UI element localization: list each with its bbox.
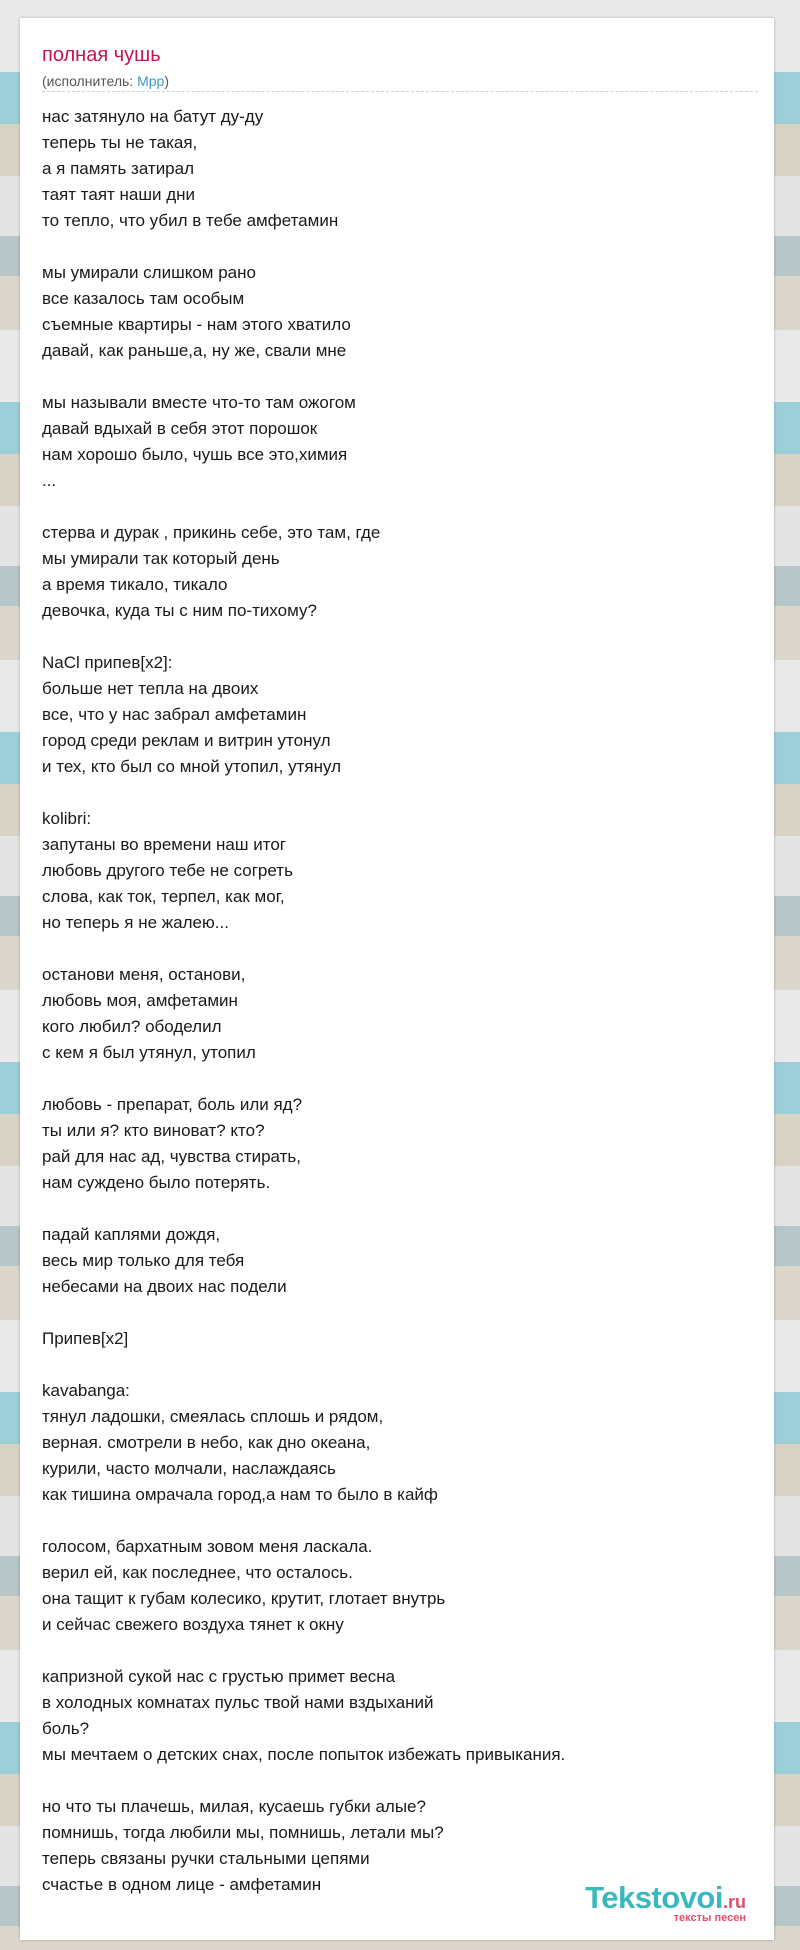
lyric-line: слова, как ток, терпел, как мог,: [42, 887, 285, 906]
lyric-line: [42, 1768, 565, 1794]
lyric-line: таят таят наши дни: [42, 185, 196, 204]
lyric-line: верная. смотрели в небо, как дно океана,: [42, 1433, 371, 1452]
lyric-line: kolibri:: [42, 809, 92, 828]
lyric-line: боль?: [42, 1719, 90, 1738]
lyric-line: нам суждено было потерять.: [42, 1173, 271, 1192]
lyric-line: останови меня, останови,: [42, 965, 246, 984]
lyric-line: и сейчас свежего воздуха тянет к окну: [42, 1615, 344, 1634]
song-title: полная чушь: [42, 44, 161, 66]
lyric-line: ...: [42, 471, 57, 490]
lyric-line: давай, как раньше,а, ну же, свали мне: [42, 341, 347, 360]
lyric-line: [42, 624, 565, 650]
lyric-line: теперь ты не такая,: [42, 133, 198, 152]
lyric-line: больше нет тепла на двоих: [42, 679, 259, 698]
lyric-line: нас затянуло на батут ду-ду: [42, 107, 264, 126]
lyric-line: [42, 1638, 565, 1664]
lyric-line: все казалось там особым: [42, 289, 245, 308]
lyrics-text: [42, 104, 565, 1898]
lyric-line: небесами на двоих нас подели: [42, 1277, 287, 1296]
lyric-line: Припев[x2]: [42, 1329, 129, 1348]
lyric-line: но что ты плачешь, милая, кусаешь губки алые?: [42, 1797, 426, 1816]
lyric-line: [42, 1508, 565, 1534]
lyric-line: девочка, куда ты с ним по-тихому?: [42, 601, 317, 620]
lyric-line: съемные квартиры - нам этого хватило: [42, 315, 351, 334]
artist-prefix: (исполнитель:: [42, 73, 138, 89]
lyric-line: все, что у нас забрал амфетамин: [42, 705, 307, 724]
lyric-line: давай вдыхай в себя этот порошок: [42, 419, 318, 438]
lyric-line: запутаны во времени наш итог: [42, 835, 286, 854]
lyric-line: как тишина омрачала город,а нам то было в кайф: [42, 1485, 438, 1504]
logo-domain: .ru: [722, 1892, 746, 1912]
lyrics-card: [20, 18, 774, 1940]
lyric-line: любовь моя, амфетамин: [42, 991, 238, 1010]
logo-brand: Tekstovoi: [585, 1880, 723, 1915]
site-logo[interactable]: [585, 1880, 746, 1924]
lyric-line: но теперь я не жалею...: [42, 913, 229, 932]
lyric-line: [42, 1066, 565, 1092]
lyric-line: в холодных комнатах пульс твой нами вздыханий: [42, 1693, 434, 1712]
lyric-line: рай для нас ад, чувства стирать,: [42, 1147, 301, 1166]
lyric-line: мы мечтаем о детских снах, после попыток избежать привыкания.: [42, 1745, 566, 1764]
lyric-line: кого любил? ободелил: [42, 1017, 222, 1036]
lyric-line: весь мир только для тебя: [42, 1251, 245, 1270]
lyric-line: а я память затирал: [42, 159, 195, 178]
lyric-line: верил ей, как последнее, что осталось.: [42, 1563, 353, 1582]
lyric-line: мы умирали так который день: [42, 549, 280, 568]
artist-link[interactable]: Mpp: [137, 73, 165, 89]
lyric-line: капризной сукой нас с грустью примет весна: [42, 1667, 396, 1686]
lyric-line: город среди реклам и витрин утонул: [42, 731, 331, 750]
lyric-line: kavabanga:: [42, 1381, 130, 1400]
lyric-line: любовь - препарат, боль или яд?: [42, 1095, 303, 1114]
lyric-line: [42, 780, 565, 806]
lyric-line: и тех, кто был со мной утопил, утянул: [42, 757, 342, 776]
lyric-line: она тащит к губам колесико, крутит, глотает внутрь: [42, 1589, 446, 1608]
lyric-line: мы умирали слишком рано: [42, 263, 256, 282]
lyric-line: [42, 364, 565, 390]
lyric-line: нам хорошо было, чушь все это,химия: [42, 445, 348, 464]
artist-suffix: ): [164, 73, 169, 89]
lyric-line: [42, 234, 565, 260]
logo-tagline: тексты песен: [673, 1912, 746, 1924]
lyric-line: тянул ладошки, смеялась сплошь и рядом,: [42, 1407, 384, 1426]
lyric-line: курили, часто молчали, наслаждаясь: [42, 1459, 336, 1478]
lyric-line: [42, 1352, 565, 1378]
lyric-line: [42, 1300, 565, 1326]
lyric-line: то тепло, что убил в тебе амфетамин: [42, 211, 339, 230]
lyric-line: счастье в одном лице - амфетамин: [42, 1875, 322, 1894]
lyric-line: [42, 936, 565, 962]
title-divider: [42, 91, 758, 92]
lyric-line: ты или я? кто виноват? кто?: [42, 1121, 265, 1140]
lyric-line: голосом, бархатным зовом меня ласкала.: [42, 1537, 373, 1556]
lyric-line: падай каплями дождя,: [42, 1225, 221, 1244]
lyric-line: теперь связаны ручки стальными цепями: [42, 1849, 370, 1868]
lyric-line: [42, 1196, 565, 1222]
lyric-line: с кем я был утянул, утопил: [42, 1043, 256, 1062]
lyric-line: мы называли вместе что-то там ожогом: [42, 393, 356, 412]
lyric-line: любовь другого тебе не согреть: [42, 861, 293, 880]
lyric-line: NaCl припев[x2]:: [42, 653, 173, 672]
lyric-line: стерва и дурак , прикинь себе, это там, где: [42, 523, 381, 542]
artist-line: [42, 73, 169, 89]
lyric-line: [42, 494, 565, 520]
lyric-line: а время тикало, тикало: [42, 575, 228, 594]
lyric-line: помнишь, тогда любили мы, помнишь, летали мы?: [42, 1823, 444, 1842]
